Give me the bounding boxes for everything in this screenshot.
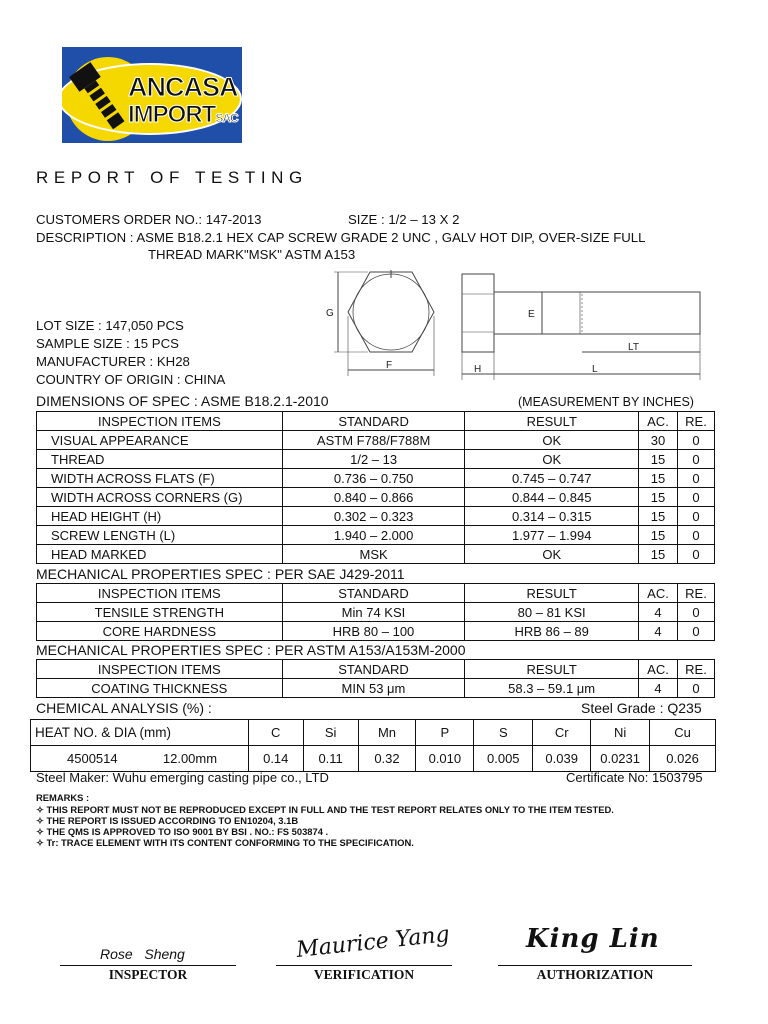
- header-cell: Ni: [591, 720, 650, 746]
- mech-properties-table-2: [36, 659, 715, 698]
- header-cell: STANDARD: [282, 584, 465, 603]
- header-cell: STANDARD: [282, 660, 465, 679]
- item-cell: HEAD MARKED: [37, 545, 283, 564]
- item-cell: VISUAL APPEARANCE: [37, 431, 283, 450]
- item-cell: THREAD: [37, 450, 283, 469]
- result-cell: 0.314 – 0.315: [465, 507, 639, 526]
- description-line-2: THREAD MARK"MSK" ASTM A153: [148, 247, 356, 262]
- header-cell: RE.: [677, 660, 714, 679]
- authorization-signature: King Lin: [526, 924, 660, 954]
- remark-item: [36, 804, 614, 815]
- header-cell: AC.: [639, 412, 678, 431]
- ac-cell: 15: [639, 488, 678, 507]
- ac-cell: 15: [639, 469, 678, 488]
- standard-cell: ASTM F788/F788M: [282, 431, 465, 450]
- result-cell: HRB 86 – 89: [465, 622, 639, 641]
- value-cu: 0.026: [650, 746, 716, 772]
- order-line: [36, 212, 262, 227]
- steel-maker: Steel Maker: Wuhu emerging casting pipe co., LTD: [36, 770, 329, 785]
- result-cell: 58.3 – 59.1 μm: [465, 679, 639, 698]
- remark-item: [36, 826, 328, 837]
- logo-text-sac: SAC: [215, 111, 238, 125]
- table-row: [37, 622, 715, 641]
- hex-bolt-drawing: [320, 268, 720, 386]
- result-cell: OK: [465, 450, 639, 469]
- dim-label-h: H: [474, 364, 482, 375]
- diamond-bullet-icon: ✧: [36, 815, 47, 826]
- standard-cell: 0.736 – 0.750: [282, 469, 465, 488]
- table-row: [37, 450, 715, 469]
- verification-label: VERIFICATION: [313, 967, 415, 982]
- mech-spec-2-title: MECHANICAL PROPERTIES SPEC : PER ASTM A153/A153M-2000: [36, 642, 466, 658]
- table-row: [37, 603, 715, 622]
- dim-label-l: L: [592, 364, 598, 375]
- certificate-number: Certificate No: 1503795: [566, 770, 703, 785]
- value-s: 0.005: [474, 746, 533, 772]
- verification-signature-line: [276, 965, 452, 966]
- result-cell: OK: [465, 431, 639, 450]
- standard-cell: Min 74 KSI: [282, 603, 465, 622]
- verification-signature: Maurice Yang: [295, 922, 451, 963]
- result-cell: 1.977 – 1.994: [465, 526, 639, 545]
- size-line: [348, 212, 459, 227]
- value-c: 0.14: [248, 746, 303, 772]
- mech-properties-table-1: [36, 583, 715, 641]
- heat-number: 4500514: [67, 751, 118, 766]
- re-cell: 0: [677, 469, 714, 488]
- table-row: [37, 469, 715, 488]
- ac-cell: 30: [639, 431, 678, 450]
- table-row: [37, 431, 715, 450]
- dim-label-lt: LT: [628, 342, 639, 353]
- manufacturer: MANUFACTURER : KH28: [36, 354, 190, 369]
- header-cell: RESULT: [465, 584, 639, 603]
- diamond-bullet-icon: ✧: [36, 804, 47, 815]
- result-cell: 0.745 – 0.747: [465, 469, 639, 488]
- item-cell: HEAD HEIGHT (H): [37, 507, 283, 526]
- ac-cell: 15: [639, 450, 678, 469]
- company-logo: [62, 47, 242, 143]
- value-cr: 0.039: [533, 746, 591, 772]
- country-of-origin: COUNTRY OF ORIGIN : CHINA: [36, 372, 226, 387]
- size-label: SIZE :: [348, 212, 385, 227]
- heat-cell: [31, 746, 249, 772]
- logo-text-line2: [128, 101, 238, 129]
- header-cell: Mn: [358, 720, 416, 746]
- re-cell: 0: [677, 450, 714, 469]
- remark-text: THIS REPORT MUST NOT BE REPRODUCED EXCEPT IN FULL AND THE TEST REPORT RELATES ONLY TO THE ITEM TESTED.: [46, 804, 614, 815]
- table-header-row: [37, 584, 715, 603]
- header-cell: HEAT NO. & DIA (mm): [31, 720, 249, 746]
- header-cell: RESULT: [465, 660, 639, 679]
- dim-label-g: G: [326, 308, 334, 319]
- item-cell: CORE HARDNESS: [37, 622, 283, 641]
- diameter: 12.00mm: [162, 751, 218, 766]
- table-row: [37, 545, 715, 564]
- table-row: [37, 526, 715, 545]
- standard-cell: 1/2 – 13: [282, 450, 465, 469]
- re-cell: 0: [677, 507, 714, 526]
- re-cell: 0: [677, 488, 714, 507]
- mech-spec-1-title: MECHANICAL PROPERTIES SPEC : PER SAE J429-2011: [36, 566, 405, 582]
- steel-grade: Steel Grade : Q235: [581, 700, 702, 716]
- authorization-signature-line: [498, 965, 692, 966]
- ac-cell: 15: [639, 507, 678, 526]
- description-text-1: ASME B18.2.1 HEX CAP SCREW GRADE 2 UNC , GALV HOT DIP, OVER-SIZE FULL: [136, 230, 646, 245]
- standard-cell: HRB 80 – 100: [282, 622, 465, 641]
- item-cell: TENSILE STRENGTH: [37, 603, 283, 622]
- standard-cell: MSK: [282, 545, 465, 564]
- header-cell: RESULT: [465, 412, 639, 431]
- value-p: 0.010: [416, 746, 474, 772]
- header-cell: S: [474, 720, 533, 746]
- report-title: REPORT OF TESTING: [36, 168, 308, 187]
- remark-text: THE REPORT IS ISSUED ACCORDING TO EN10204, 3.1B: [46, 815, 299, 826]
- header-cell: STANDARD: [282, 412, 465, 431]
- ac-cell: 4: [639, 679, 678, 698]
- table-header-row: [37, 660, 715, 679]
- re-cell: 0: [677, 622, 714, 641]
- re-cell: 0: [677, 545, 714, 564]
- table-row: [31, 746, 716, 772]
- diamond-bullet-icon: ✧: [36, 826, 47, 837]
- remark-text: Tr: TRACE ELEMENT WITH ITS CONTENT CONFORMING TO THE SPECIFICATION.: [46, 837, 414, 848]
- re-cell: 0: [677, 526, 714, 545]
- diamond-bullet-icon: ✧: [36, 837, 47, 848]
- order-label: CUSTOMERS ORDER NO.:: [36, 212, 203, 227]
- header-cell: AC.: [639, 660, 678, 679]
- remark-item: [36, 837, 414, 848]
- standard-cell: 0.302 – 0.323: [282, 507, 465, 526]
- item-cell: SCREW LENGTH (L): [37, 526, 283, 545]
- result-cell: 80 – 81 KSI: [465, 603, 639, 622]
- table-header-row: [31, 720, 716, 746]
- dimensions-table: [36, 411, 715, 564]
- order-value: 147-2013: [205, 212, 262, 227]
- header-cell: RE.: [677, 584, 714, 603]
- header-cell: Cr: [533, 720, 591, 746]
- header-cell: AC.: [639, 584, 678, 603]
- dim-label-e: E: [528, 309, 535, 320]
- logo-text-import: IMPORT: [128, 101, 216, 128]
- header-cell: INSPECTION ITEMS: [37, 412, 283, 431]
- table-header-row: [37, 412, 715, 431]
- ac-cell: 15: [639, 526, 678, 545]
- header-cell: Cu: [650, 720, 716, 746]
- description-label: DESCRIPTION :: [36, 230, 134, 245]
- chemical-analysis-title: CHEMICAL ANALYSIS (%) :: [36, 700, 212, 716]
- header-cell: C: [248, 720, 303, 746]
- result-cell: 0.844 – 0.845: [465, 488, 639, 507]
- re-cell: 0: [677, 679, 714, 698]
- value-si: 0.11: [303, 746, 358, 772]
- result-cell: OK: [465, 545, 639, 564]
- ac-cell: 4: [639, 603, 678, 622]
- header-cell: INSPECTION ITEMS: [37, 660, 283, 679]
- measurement-unit: (MEASUREMENT BY INCHES): [518, 395, 694, 409]
- remark-text: THE QMS IS APPROVED TO ISO 9001 BY BSI . NO.: FS 503874 .: [46, 826, 329, 837]
- standard-cell: 0.840 – 0.866: [282, 488, 465, 507]
- lot-size: LOT SIZE : 147,050 PCS: [36, 318, 184, 333]
- table-row: [37, 679, 715, 698]
- item-cell: WIDTH ACROSS FLATS (F): [37, 469, 283, 488]
- remarks-title: REMARKS :: [36, 792, 90, 803]
- header-cell: P: [416, 720, 474, 746]
- remark-item: [36, 815, 298, 826]
- authorization-label: AUTHORIZATION: [536, 967, 654, 982]
- logo-text-line1: ANCASA: [128, 72, 238, 102]
- item-cell: COATING THICKNESS: [37, 679, 283, 698]
- inspector-signature-line: [60, 965, 236, 966]
- chemical-analysis-table: [30, 719, 716, 772]
- table-row: [37, 507, 715, 526]
- standard-cell: 1.940 – 2.000: [282, 526, 465, 545]
- dim-label-f: F: [386, 360, 393, 371]
- value-mn: 0.32: [358, 746, 416, 772]
- re-cell: 0: [677, 431, 714, 450]
- header-cell: Si: [303, 720, 358, 746]
- table-row: [37, 488, 715, 507]
- header-cell: INSPECTION ITEMS: [37, 584, 283, 603]
- size-value: 1/2 – 13 X 2: [388, 212, 460, 227]
- dimensions-spec-title: DIMENSIONS OF SPEC : ASME B18.2.1-2010: [36, 393, 329, 409]
- inspector-label: INSPECTOR: [108, 967, 188, 982]
- description-line-1: [36, 230, 645, 245]
- standard-cell: MIN 53 μm: [282, 679, 465, 698]
- ac-cell: 4: [639, 622, 678, 641]
- re-cell: 0: [677, 603, 714, 622]
- header-cell: RE.: [677, 412, 714, 431]
- sample-size: SAMPLE SIZE : 15 PCS: [36, 336, 179, 351]
- inspector-name: Rose Sheng: [100, 946, 185, 962]
- ac-cell: 15: [639, 545, 678, 564]
- item-cell: WIDTH ACROSS CORNERS (G): [37, 488, 283, 507]
- value-ni: 0.0231: [591, 746, 650, 772]
